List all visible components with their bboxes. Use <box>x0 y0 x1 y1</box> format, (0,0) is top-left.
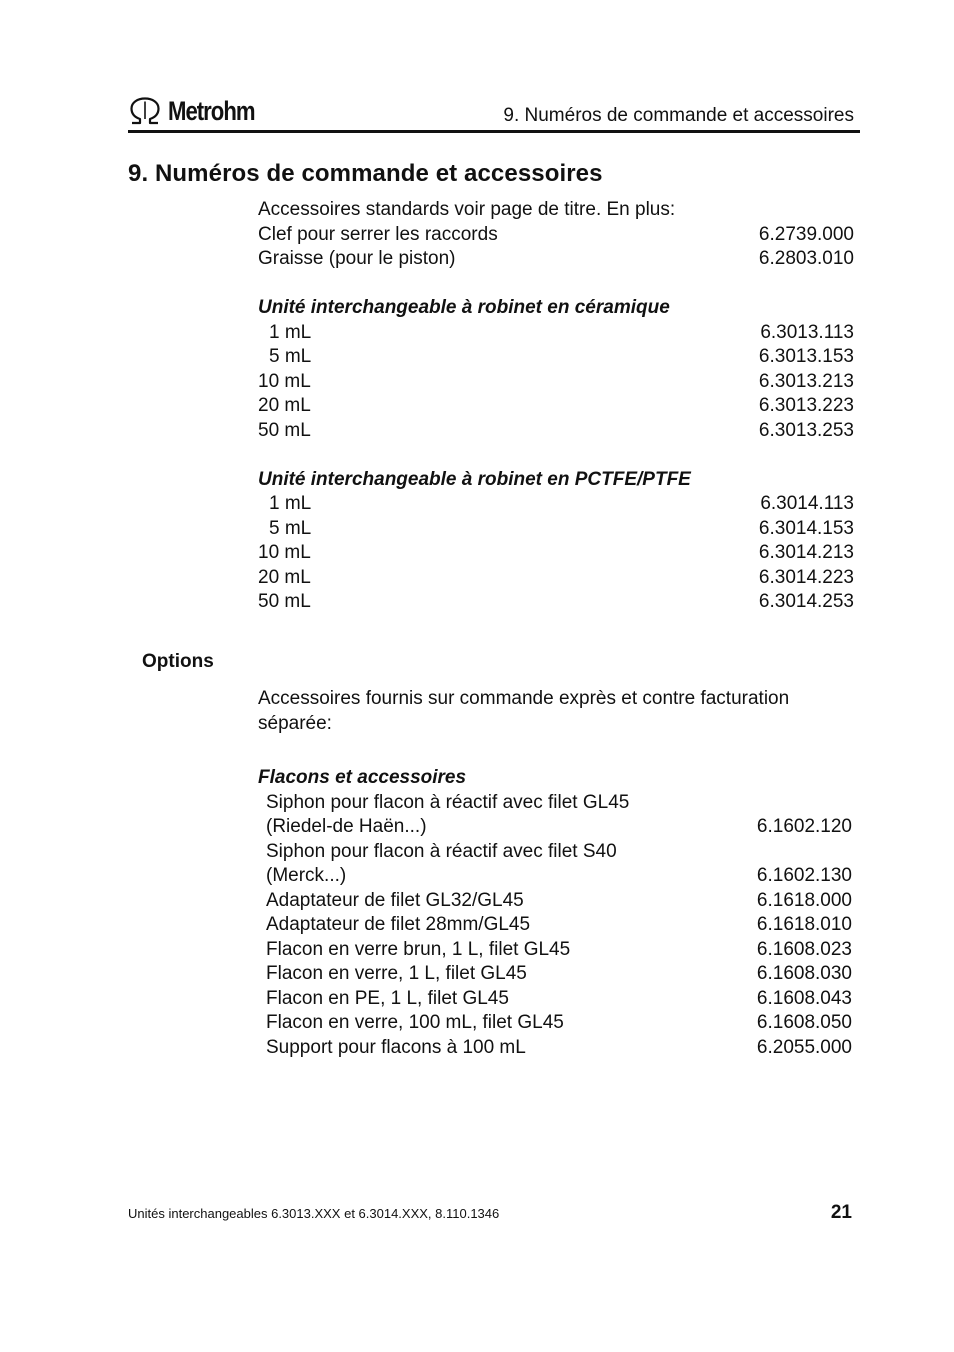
item-code: 6.3013.223 <box>758 395 854 416</box>
item-code: 6.1608.030 <box>756 963 852 984</box>
list-item <box>266 889 852 914</box>
page-number: 21 <box>830 1202 852 1223</box>
item-label: Support pour flacons à 100 mL <box>266 1036 526 1058</box>
footer-text: Unités interchangeables 6.3013.XXX et 6.3014.XXX, 8.110.1346 <box>128 1206 500 1221</box>
item-code: 6.2739.000 <box>758 223 854 245</box>
header-section-title: 9. Numéros de commande et accessoires <box>503 105 854 126</box>
item-label: Flacon en verre brun, 1 L, filet GL45 <box>266 938 571 960</box>
item-label: Flacon en verre, 100 mL, filet GL45 <box>266 1012 564 1033</box>
options-content <box>258 686 854 1060</box>
list-item <box>258 590 854 615</box>
item-label: Adaptateur de filet GL32/GL45 <box>266 889 524 911</box>
pctfe-heading: Unité interchangeable à robinet en PCTFE/PTFE <box>258 468 691 490</box>
list-item <box>258 247 854 272</box>
item-code: 6.3013.113 <box>760 321 854 343</box>
list-item <box>266 962 852 987</box>
item-label: 1 mL <box>269 321 312 343</box>
item-label: Siphon pour flacon à réactif avec filet GL45 <box>266 791 630 813</box>
item-label: (Merck...) <box>266 865 347 886</box>
item-label: 5 mL <box>269 517 312 539</box>
item-code: 6.1618.000 <box>756 889 852 911</box>
omega-icon <box>128 97 162 125</box>
item-code: 6.1602.130 <box>756 865 852 886</box>
item-code: 6.3013.213 <box>758 370 854 392</box>
header-divider <box>128 130 860 133</box>
item-label: 10 mL <box>258 370 311 392</box>
list-item <box>258 321 854 346</box>
item-label: (Riedel-de Haën...) <box>266 816 427 837</box>
page-title: 9. Numéros de commande et accessoires <box>128 160 603 187</box>
list-item <box>258 370 854 395</box>
item-label: 10 mL <box>258 542 311 563</box>
item-label: Clef pour serrer les raccords <box>258 223 498 245</box>
item-code: 6.3014.153 <box>758 517 854 539</box>
item-label: Adaptateur de filet 28mm/GL45 <box>266 914 531 935</box>
logo-text: Metrohm <box>168 95 255 126</box>
list-item <box>258 394 854 419</box>
item-code: 6.3014.213 <box>758 542 854 563</box>
intro-text: Accessoires standards voir page de titre. En plus: <box>258 199 676 220</box>
item-code: 6.1608.043 <box>756 987 852 1009</box>
list-item <box>266 815 852 840</box>
main-content <box>258 198 854 615</box>
item-code: 6.1618.010 <box>756 914 852 935</box>
item-code: 6.1608.050 <box>756 1012 852 1033</box>
list-item <box>258 419 854 444</box>
item-label: 20 mL <box>258 566 311 588</box>
list-item <box>266 864 852 889</box>
item-code: 6.1602.120 <box>756 816 852 837</box>
spacer <box>258 443 854 468</box>
item-label: 50 mL <box>258 419 311 441</box>
list-item <box>266 987 852 1012</box>
list-item <box>258 492 854 517</box>
list-item <box>266 1036 852 1061</box>
item-code: 6.2055.000 <box>756 1036 852 1058</box>
item-label: 5 mL <box>269 346 312 367</box>
item-label: Siphon pour flacon à réactif avec filet S40 <box>266 840 617 862</box>
item-code: 6.1608.023 <box>756 938 852 960</box>
options-label: Options <box>142 651 214 672</box>
item-code: 6.2803.010 <box>758 248 854 269</box>
flacons-heading: Flacons et accessoires <box>258 767 467 788</box>
options-description: Accessoires fournis sur commande exprès et contre facturation séparée: <box>258 688 790 734</box>
list-item <box>266 938 852 963</box>
list-item <box>258 223 854 248</box>
item-label: Graisse (pour le piston) <box>258 248 456 269</box>
item-label: Flacon en verre, 1 L, filet GL45 <box>266 963 527 984</box>
item-label: Flacon en PE, 1 L, filet GL45 <box>266 987 509 1009</box>
item-label: 50 mL <box>258 591 311 612</box>
spacer <box>258 736 854 766</box>
ceramic-heading: Unité interchangeable à robinet en céramique <box>258 297 670 318</box>
list-item <box>258 517 854 542</box>
item-code: 6.3013.253 <box>758 419 854 441</box>
list-item <box>266 1011 852 1036</box>
accessory-list <box>266 791 852 1061</box>
list-item <box>266 913 852 938</box>
item-code: 6.3014.113 <box>760 493 854 514</box>
spacer <box>258 272 854 297</box>
item-label: 20 mL <box>258 395 311 416</box>
item-label: 1 mL <box>269 493 312 514</box>
item-code: 6.3014.223 <box>758 566 854 588</box>
list-item <box>258 541 854 566</box>
item-code: 6.3013.153 <box>758 346 854 367</box>
list-item <box>258 345 854 370</box>
list-item <box>258 566 854 591</box>
item-code: 6.3014.253 <box>758 591 854 612</box>
metrohm-logo <box>128 94 274 128</box>
